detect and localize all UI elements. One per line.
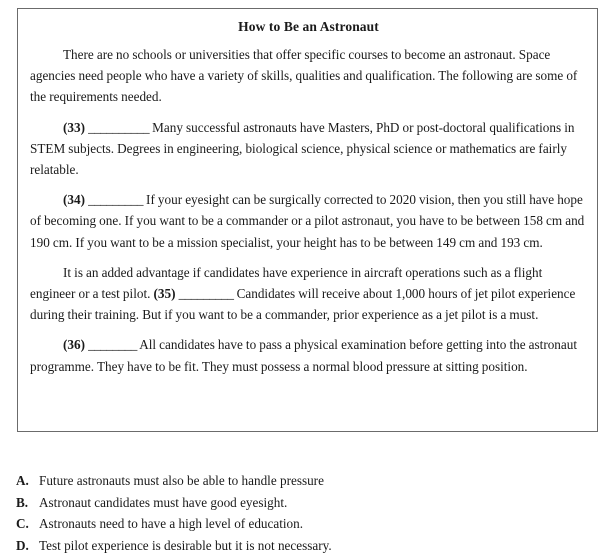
answer-blank-34[interactable]: _________ [88, 192, 143, 208]
paragraph-intro [30, 44, 587, 108]
paragraph-q35-text: Candidates will receive about 1,000 hours of jet pilot experience during their training. But if you want to be a commander, prior experience as a jet pilot is a must. [30, 286, 576, 323]
answer-blank-33[interactable]: __________ [88, 119, 150, 135]
paragraph-q36 [30, 334, 587, 376]
answer-option-a-text: Future astronauts must also be able to handle pressure [39, 473, 324, 488]
answer-options-list [16, 470, 586, 556]
paragraph-q33-text: Many successful astronauts have Masters, PhD or post-doctoral qualifications in STEM subjects. Degrees in engineering, biological science, physical science or mathematics are fairly relatable. [30, 119, 575, 178]
question-number-36: (36) [63, 337, 85, 353]
paragraph-q35 [30, 262, 587, 326]
paragraph-q33 [30, 117, 587, 181]
answer-option-c-text: Astronauts need to have a high level of education. [39, 516, 304, 531]
answer-option-d-text: Test pilot experience is desirable but it is not necessary. [39, 537, 332, 553]
answer-blank-35[interactable]: _________ [178, 286, 234, 302]
paragraph-q34-text: If your eyesight can be surgically corrected to 2020 vision, then you still have hope of becoming one. If you want to be a commander or a pilot astronaut, you have to be between 158 cm and 190 cm. If you want to be a mission specialist, your height has to be between 149 cm and 193 cm. [30, 192, 585, 250]
paragraph-q35-lead-text: It is an added advantage if candidates have experience in aircraft operations such as a flight engineer or a test pilot. [30, 264, 543, 302]
answer-option-b-letter: B. [16, 494, 29, 510]
question-number-34: (34) [63, 192, 85, 208]
answer-option-a-letter: A. [16, 473, 29, 488]
paragraph-q34 [30, 189, 587, 253]
question-number-33: (33) [63, 119, 85, 135]
paragraph-q36-text: All candidates have to pass a physical examination before getting into the astronaut programme. They have to be fit. They must possess a normal blood pressure at sitting position. [30, 337, 578, 374]
paragraph-intro-text: There are no schools or universities that offer specific courses to become an astronaut. Space agencies need people who have a variety of skills, qualities and qualification. The following are some of the requirements needed. [30, 47, 578, 105]
question-number-35: (35) [153, 286, 176, 302]
answer-option-c[interactable] [16, 513, 586, 535]
answer-blank-36[interactable]: ________ [88, 337, 137, 353]
answer-option-a[interactable] [16, 470, 586, 492]
passage-box [17, 8, 598, 432]
answer-option-d[interactable] [16, 535, 586, 556]
answer-option-b-text: Astronaut candidates must have good eyesight. [39, 494, 288, 510]
answer-option-b[interactable] [16, 492, 586, 514]
answer-option-d-letter: D. [16, 537, 29, 553]
page-title: How to Be an Astronaut [238, 19, 379, 34]
answer-option-c-letter: C. [16, 516, 29, 531]
